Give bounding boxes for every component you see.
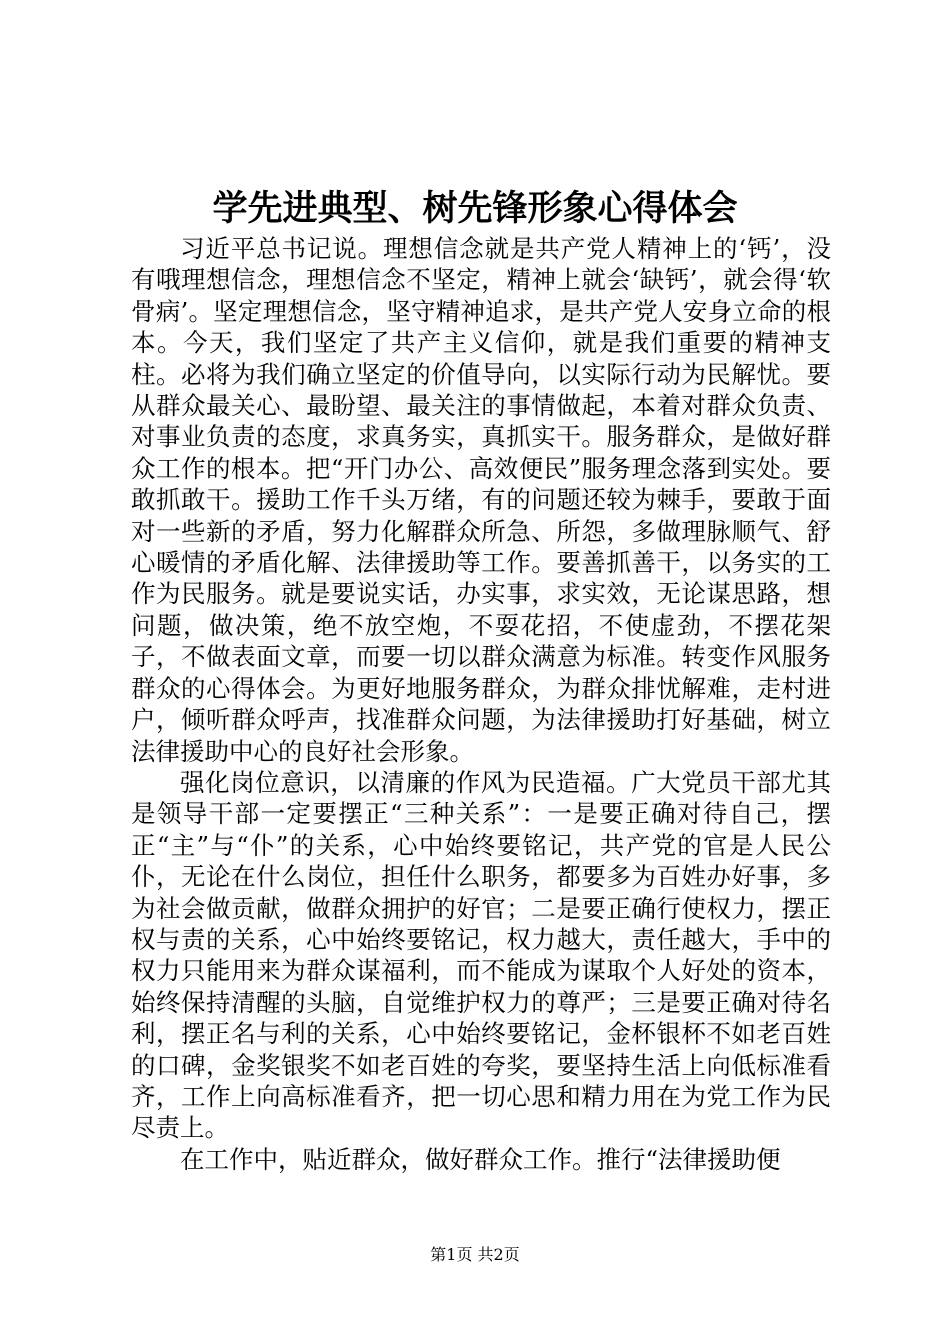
paragraph-1: 习近平总书记说。理想信念就是共产党人精神上的‘钙’，没有哦理想信念，理想信念不坚定，精神上就会‘缺钙’，就会得‘软骨病’。坚定理想信念，坚守精神追求，是共产党人安身立命的根本。今天，我们坚定了共产主义信仰，就是我们重要的精神支柱。必将为我们确立坚定的价值导向，以实际行动为民解忧。要从群众最关心、最盼望、最关注的事情做起，本着对群众负责、对事业负责的态度，求真务实，真抓实干。服务群众，是做好群众工作的根本。把“开门办公、高效便民”服务理念落到实处。要敢抓敢干。援助工作千头万绪，有的问题还较为棘手，要敢于面对一些新的矛盾，努力化解群众所急、所怨，多做理脉顺气、舒心暖情的矛盾化解、法律援助等工作。要善抓善干，以务实的工作为民服务。就是要说实话，办实事，求实效，无论谋思路，想问题，做决策，绝不放空炮，不耍花招，不使虚劲，不摆花架子，不做表面文章，而要一切以群众满意为标准。转变作风服务群众的心得体会。为更好地服务群众，为群众排忧解难，走村进户，倾听群众呼声，找准群众问题，为法律援助打好基础，树立法律援助中心的良好社会形象。 [131,234,831,766]
document-title: 学先进典型、树先锋形象心得体会 [212,188,738,229]
paragraph-3: 在工作中，贴近群众，做好群众工作。推行“法律援助便 [180,1144,781,1174]
page-number-footer: 第1页 共2页 [430,1245,520,1264]
document-body [131,233,831,1175]
paragraph-2: 强化岗位意识，以清廉的作风为民造福。广大党员干部尤其是领导干部一定要摆正“三种关系”：一是要正确对待自己，摆正“主”与“仆”的关系，心中始终要铭记，共产党的官是人民公仆，无论在什么岗位，担任什么职务，都要多为百姓办好事，多为社会做贡献，做群众拥护的好官；二是要正确行使权力，摆正权与责的关系，心中始终要铭记，权力越大，责任越大，手中的权力只能用来为群众谋福利，而不能成为谋取个人好处的资本，始终保持清醒的头脑，自觉维护权力的尊严；三是要正确对待名利，摆正名与利的关系，心中始终要铭记，金杯银杯不如老百姓的口碑，金奖银奖不如老百姓的夸奖，要坚持生活上向低标准看齐，工作上向高标准看齐，把一切心思和精力用在为党工作为民尽责上。 [131,767,831,1143]
